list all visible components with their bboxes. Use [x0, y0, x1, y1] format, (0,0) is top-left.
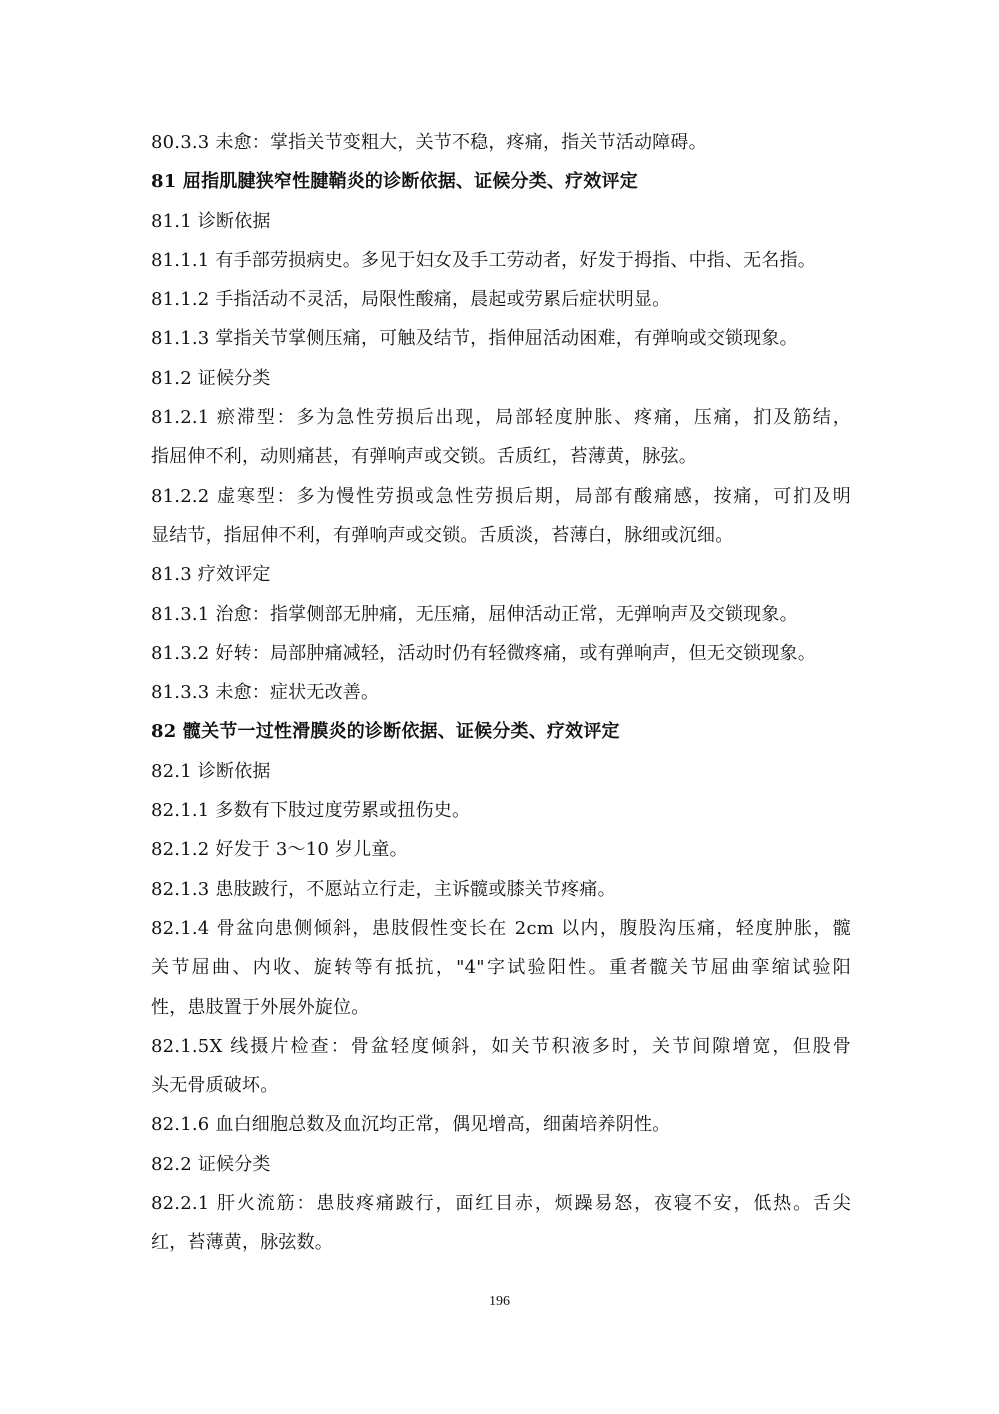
- text-line: 81.1.3 掌指关节掌侧压痛，可触及结节，指伸屈活动困难，有弹响或交锁现象。: [151, 328, 798, 350]
- text-line: 81.3.2 好转：局部肿痛减轻，活动时仍有轻微疼痛，或有弹响声，但无交锁现象。: [151, 642, 816, 664]
- text-line: 红，苔薄黄，脉弦数。: [151, 1232, 333, 1254]
- text-line: 82.1.1 多数有下肢过度劳累或扭伤史。: [151, 800, 471, 822]
- text-line: 头无骨质破坏。: [151, 1075, 279, 1097]
- page-body: [151, 123, 851, 1263]
- text-line: 82.2 证候分类: [151, 1153, 271, 1175]
- text-line: 82.1.5X 线摄片检查：骨盆轻度倾斜，如关节积液多时，关节间隙增宽，但股骨: [151, 1035, 851, 1057]
- text-line: 82.1.6 血白细胞总数及血沉均正常，偶见增高，细菌培养阴性。: [151, 1114, 671, 1136]
- text-line: 指屈伸不利，动则痛甚，有弹响声或交锁。舌质红，苔薄黄，脉弦。: [151, 446, 697, 468]
- text-line: 82.1 诊断依据: [151, 760, 271, 782]
- text-line: 显结节，指屈伸不利，有弹响声或交锁。舌质淡，苔薄白，脉细或沉细。: [151, 524, 734, 546]
- text-line: 81.1.1 有手部劳损病史。多见于妇女及手工劳动者，好发于拇指、中指、无名指。: [151, 249, 816, 271]
- text-line: 82.1.4 骨盆向患侧倾斜，患肢假性变长在 2cm 以内，腹股沟压痛，轻度肿胀，髋: [151, 917, 851, 939]
- text-line: 82.2.1 肝火流筋：患肢疼痛跛行，面红目赤，烦躁易怒，夜寝不安，低热。舌尖: [151, 1193, 851, 1215]
- section-heading: 82 髋关节一过性滑膜炎的诊断依据、证候分类、疗效评定: [151, 721, 620, 743]
- section-heading: 81 屈指肌腱狭窄性腱鞘炎的诊断依据、证候分类、疗效评定: [151, 171, 638, 193]
- text-line: 81.1 诊断依据: [151, 210, 271, 232]
- text-line: 82.1.3 患肢跛行，不愿站立行走，主诉髋或膝关节疼痛。: [151, 878, 616, 900]
- text-line: 82.1.2 好发于 3～10 岁儿童。: [151, 839, 408, 861]
- text-line: 81.3.1 治愈：指掌侧部无肿痛，无压痛，屈伸活动正常，无弹响声及交锁现象。: [151, 603, 798, 625]
- text-line: 81.1.2 手指活动不灵活，局限性酸痛，晨起或劳累后症状明显。: [151, 289, 671, 311]
- text-line: 性，患肢置于外展外旋位。: [151, 996, 370, 1018]
- text-line: 81.2.1 瘀滞型：多为急性劳损后出现，局部轻度肿胀、疼痛，压痛，扪及筋结，: [151, 407, 851, 429]
- text-line: 80.3.3 未愈：掌指关节变粗大，关节不稳，疼痛，指关节活动障碍。: [151, 132, 707, 153]
- text-line: 81.2.2 虚寒型：多为慢性劳损或急性劳损后期，局部有酸痛感，按痛，可扪及明: [151, 485, 851, 507]
- text-line: 81.3 疗效评定: [151, 564, 271, 586]
- text-line: 关节屈曲、内收、旋转等有抵抗，"4"字试验阳性。重者髋关节屈曲挛缩试验阳: [151, 957, 851, 979]
- text-line: 81.2 证候分类: [151, 367, 271, 389]
- text-line: 81.3.3 未愈：症状无改善。: [151, 682, 380, 704]
- page-number: 196: [489, 1294, 510, 1309]
